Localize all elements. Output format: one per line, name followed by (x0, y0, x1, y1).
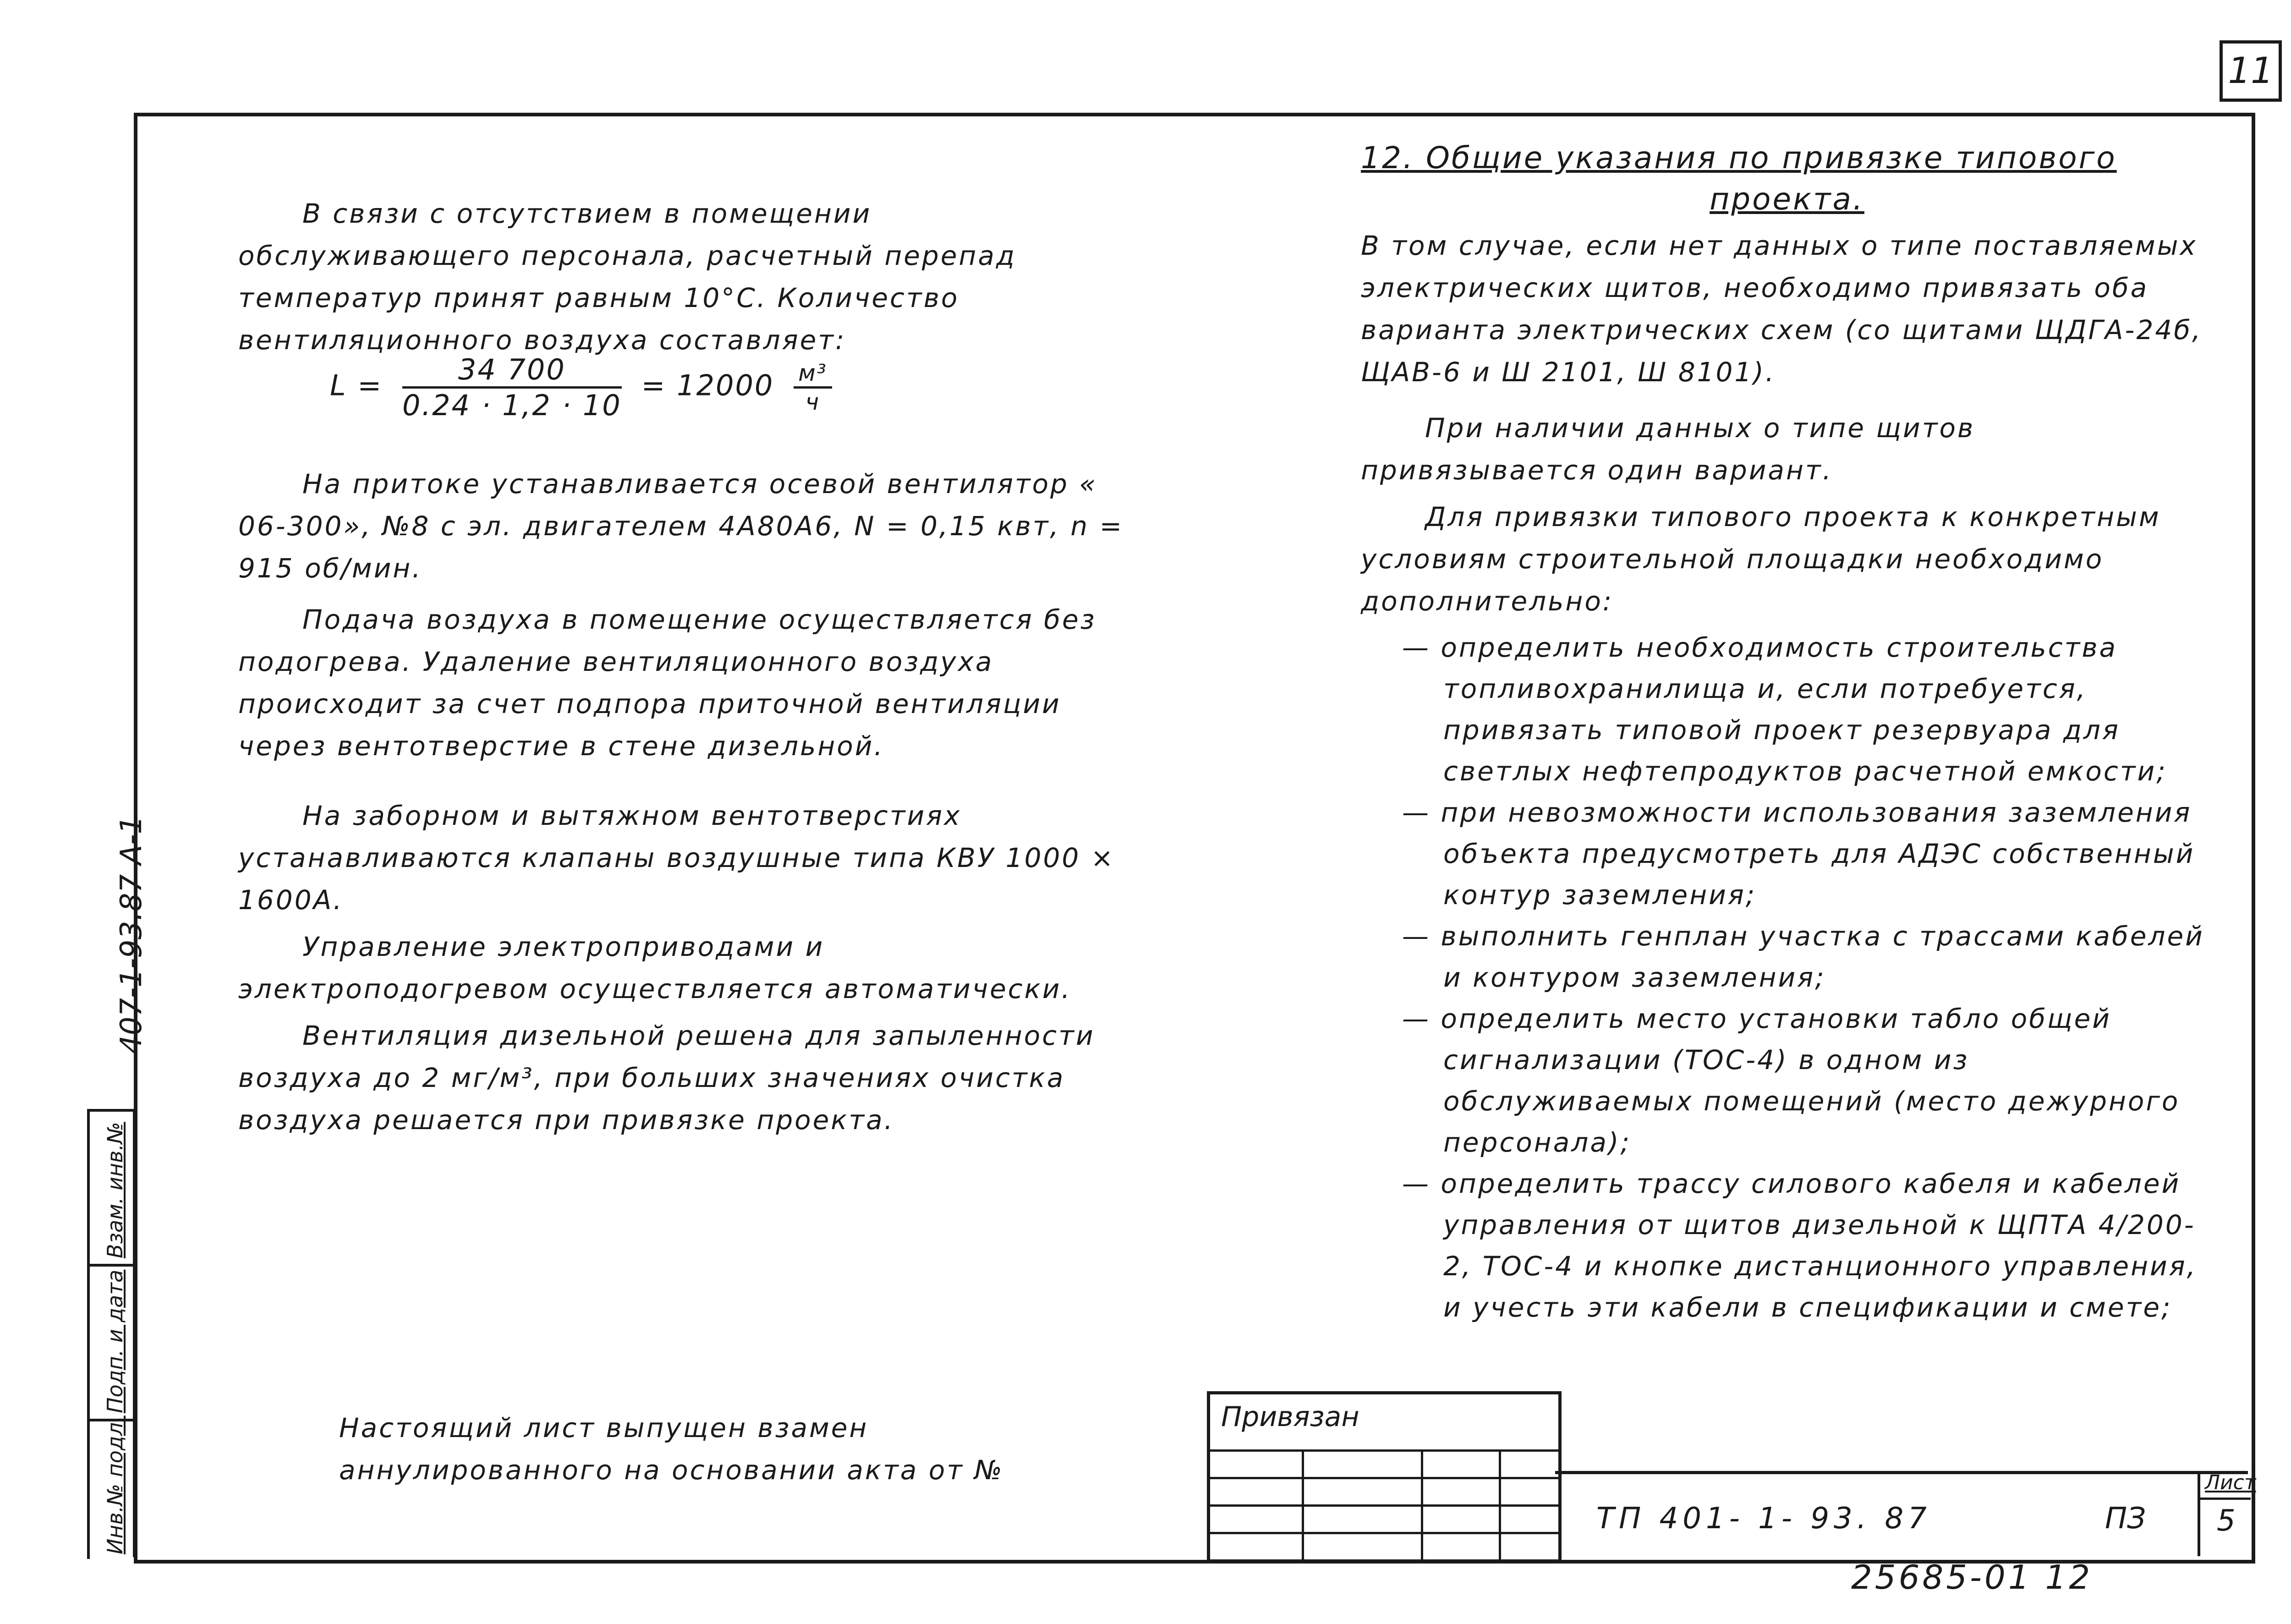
left-para-1: В связи с отсутствием в помещении обслуживающего персонала, расчетный перепад температур принят равным 10°С. Количество вентиляционного воздуха составляет: (238, 198, 1016, 356)
left-column-body (238, 463, 1146, 1141)
list-item: — при невозможности использования заземления объекта предусмотреть для АДЭС собственный контур заземления; (1402, 797, 2195, 911)
footnote-text: Настоящий лист выпущен взамен аннулированного на основании акта от № (339, 1412, 1004, 1486)
formula-lhs: L (330, 368, 347, 402)
side-label-inv: Инв.№ подл. (103, 1416, 127, 1554)
side-cell-podp (87, 1264, 136, 1421)
side-cell-vzam (87, 1109, 136, 1267)
left-column (238, 192, 1146, 361)
requirements-list (1402, 627, 2213, 1328)
title-block (1555, 1471, 2248, 1559)
side-label-podp: Подп. и дата (103, 1269, 127, 1413)
privyazan-block (1207, 1391, 1562, 1563)
footnote (339, 1407, 1095, 1491)
side-label-vzam: Взам. инв.№ (103, 1122, 127, 1258)
left-para-5: Управление электроприводами и электроподогревом осуществляется автоматически. (238, 931, 1072, 1004)
right-para-1: В том случае, если нет данных о типе поставляемых электрических щитов, необходимо привязать оба варианта электрических схем (со щитами ЩДГА-24б, ЩАВ-6 и Ш 2101, Ш 8101). (1361, 230, 2203, 388)
title-section: ПЗ (2105, 1502, 2146, 1536)
sheet-cell (2198, 1471, 2256, 1556)
formula-result: = 12000 (641, 368, 774, 402)
ventilation-formula (330, 353, 841, 422)
formula-unit (794, 360, 832, 415)
left-para-6: Вентиляция дизельной решена для запыленности воздуха до 2 мг/м³, при больших значениях очистка воздуха решается при привязке проекта. (238, 1020, 1095, 1136)
heading-line-2: проекта. (1710, 181, 1864, 217)
left-para-4: На заборном и вытяжном вентотверстиях устанавливаются клапаны воздушные типа КВУ 1000 × 1600А. (238, 800, 1115, 916)
privyazan-label: Привязан (1221, 1401, 1359, 1433)
formula-numerator: 34 700 (402, 353, 622, 389)
formula-fraction (402, 353, 622, 422)
section-heading (1361, 137, 2213, 220)
heading-line-1: Общие указания по привязке типового (1425, 140, 2117, 176)
list-item: — определить необходимость строительства топливохранилища и, если потребуется, привязать типовой проект резервуара для светлых нефтепродуктов расчетной емкости; (1402, 632, 2167, 787)
list-label: Лист (2205, 1471, 2256, 1494)
archive-number: 25685-01 12 (1851, 1558, 2093, 1597)
unit-numerator: м³ (794, 360, 832, 389)
left-para-3: Подача воздуха в помещение осуществляется без подогрева. Удаление вентиляционного воздуха происходит за счет подпора приточной вентиляции через вентотверстие в стене дизельной. (238, 604, 1096, 762)
unit-denominator: ч (805, 389, 821, 415)
side-cell-inv (87, 1416, 136, 1559)
formula-denominator: 0.24 · 1,2 · 10 (402, 389, 622, 422)
right-para-3: Для привязки типового проекта к конкретным условиям строительной площадки необходимо дополнительно: (1361, 501, 2161, 617)
list-item: — определить место установки табло общей сигнализации (ТОС-4) в одном из обслуживаемых помещений (место дежурного персонала); (1402, 1003, 2180, 1158)
right-column (1361, 137, 2213, 1328)
list-value: 5 (2217, 1504, 2236, 1538)
title-code: ТП 401- 1- 93. 87 (1596, 1502, 1931, 1536)
formula-eq: = (357, 368, 383, 402)
side-doc-code: 407-1-93.87 А-1 (115, 815, 148, 1054)
right-para-2: При наличии данных о типе щитов привязывается один вариант. (1361, 412, 1975, 486)
list-item: — определить трассу силового кабеля и кабелей управления от щитов дизельной к ЩПТА 4/200-2, ТОС-4 и кнопке дистанционного управления, и учесть эти кабели в спецификации и смете; (1402, 1168, 2198, 1323)
left-para-2: На притоке устанавливается осевой вентилятор « 06-300», №8 с эл. двигателем 4А80А6, N = 0,15 квт, n = 915 об/мин. (238, 468, 1124, 584)
heading-number: 12. (1361, 140, 1414, 176)
list-item: — выполнить генплан участка с трассами кабелей и контуром заземления; (1402, 921, 2204, 993)
sheet-number-box: 11 (2220, 40, 2282, 102)
